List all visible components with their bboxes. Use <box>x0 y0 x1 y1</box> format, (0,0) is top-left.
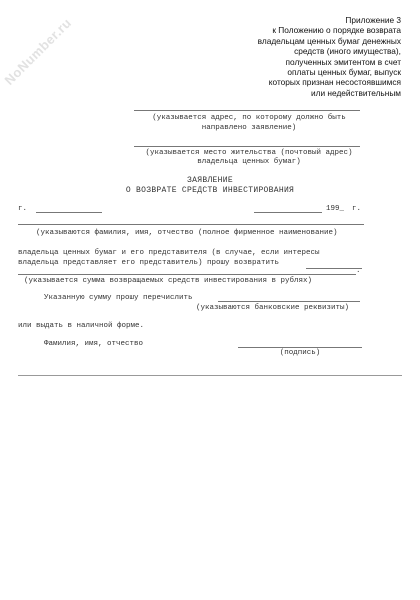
residence-caption-2: владельца ценных бумаг) <box>197 158 301 166</box>
document-subtitle: О ВОЗВРАТЕ СРЕДСТВ ИНВЕСТИРОВАНИЯ <box>125 186 295 195</box>
document-title: ЗАЯВЛЕНИЕ <box>187 176 233 185</box>
signature-field[interactable] <box>238 347 362 348</box>
watermark: NoNumber.ru <box>1 15 75 88</box>
year-text: 199_ <box>326 205 345 213</box>
name-line[interactable] <box>18 224 364 225</box>
appendix-header <box>221 15 401 98</box>
appendix-line: средств (иного имущества), <box>294 46 401 57</box>
date-field[interactable] <box>254 212 322 213</box>
appendix-line: полученных эмитентом в счет <box>285 56 401 67</box>
residence-caption-1: (указывается место жительства (почтовый адрес) <box>145 149 353 157</box>
amount-field[interactable] <box>18 274 356 275</box>
appendix-line: или недействительным <box>311 87 401 98</box>
amount-period: . <box>356 267 361 275</box>
name-caption: (указываются фамилия, имя, отчество (полное фирменное наименование) <box>36 229 338 237</box>
body-text-1: владельца ценных бумаг и его представителя (в случае, если интересы <box>18 249 320 257</box>
amount-caption: (указывается сумма возвращаемых средств инвестирования в рублях) <box>24 277 313 285</box>
amount-short-field[interactable] <box>306 268 362 269</box>
appendix-line: Приложение 3 <box>345 15 401 25</box>
address-line[interactable] <box>134 110 360 111</box>
signature-caption: (подпись) <box>279 349 321 357</box>
address-caption-2: направлено заявление) <box>201 124 297 132</box>
transfer-text: Указанную сумму прошу перечислить <box>44 294 193 302</box>
signature-label: Фамилия, имя, отчество <box>44 340 144 348</box>
bank-details-caption: (указываются банковские реквизиты) <box>196 304 350 312</box>
place-field[interactable] <box>36 212 102 213</box>
bank-details-field[interactable] <box>218 301 360 302</box>
residence-line[interactable] <box>134 146 360 147</box>
bottom-divider <box>18 375 402 376</box>
body-text-2: владельца представляет его представитель) прошу возвратить <box>18 259 280 267</box>
appendix-line: владельцам ценных бумаг денежных <box>257 35 401 46</box>
address-caption-1: (указывается адрес, по которому должно быть <box>152 114 346 122</box>
cash-text: или выдать в наличной форме. <box>18 322 145 330</box>
appendix-line: оплаты ценных бумаг, выпуск <box>287 67 401 78</box>
year-suffix: г. <box>352 205 362 213</box>
appendix-line: которых признан несостоявшимся <box>268 77 401 88</box>
place-prefix: г. <box>18 205 28 213</box>
appendix-line: к Положению о порядке возврата <box>272 25 401 36</box>
